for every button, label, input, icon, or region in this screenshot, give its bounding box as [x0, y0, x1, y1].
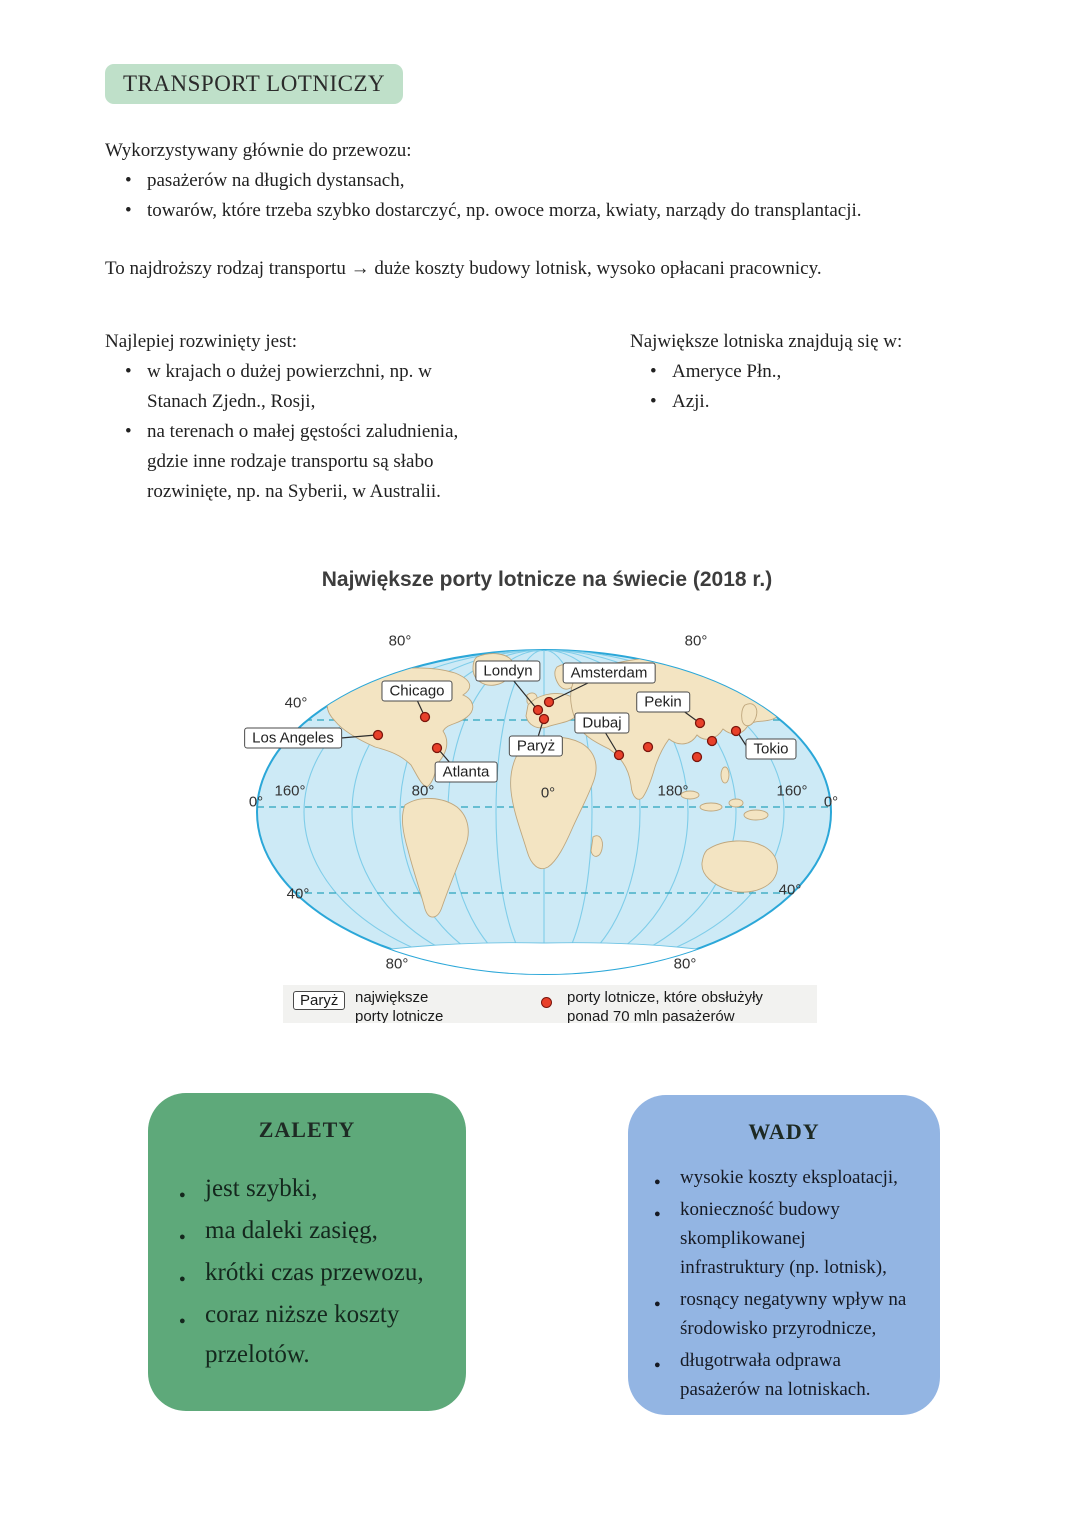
airport-dot-icon	[545, 698, 554, 707]
list-item: • w krajach o dużej powierzchni, np. w Stanach Zjedn., Rosji,	[147, 357, 495, 417]
airport-dot-icon	[696, 719, 705, 728]
list-item: ● jest szybki,	[205, 1169, 443, 1209]
world-map-svg	[245, 632, 835, 1025]
degree-label: 40°	[286, 885, 310, 903]
list-item: ● coraz niższe koszty przelotów.	[205, 1295, 443, 1375]
map-label-amsterdam: Amsterdam	[563, 663, 656, 684]
column-best-developed	[105, 327, 585, 507]
island	[744, 810, 768, 820]
airport-dot-icon	[732, 727, 741, 736]
degree-label: 160°	[274, 782, 306, 800]
airport-dot-icon	[534, 706, 543, 715]
island	[729, 799, 743, 807]
intro-bullet-list	[105, 166, 1005, 226]
list-item: • towarów, które trzeba szybko dostarczyć, np. owoce morza, kwiaty, narządy do transplantacji.	[147, 196, 1005, 226]
left-column-list	[105, 357, 585, 507]
list-item: ● rosnący negatywny wpływ na środowisko przyrodnicze,	[680, 1285, 912, 1343]
legend-right-line2: ponad 70 mln pasażerów	[567, 1008, 735, 1023]
world-map	[245, 632, 839, 1025]
airport-dot-icon	[541, 997, 552, 1008]
list-item: • pasażerów na długich dystansach,	[147, 166, 1005, 196]
degree-label: 40°	[778, 881, 802, 899]
disadvantages-box	[628, 1095, 940, 1415]
legend-right-line1: porty lotnicze, które obsłużyły	[567, 989, 763, 1006]
map-label-pekin: Pekin	[636, 692, 690, 713]
advantages-list	[148, 1169, 466, 1375]
page-title-text: TRANSPORT LOTNICZY	[123, 71, 386, 96]
list-item: • Ameryce Płn.,	[672, 357, 970, 387]
list-item: ● ma daleki zasięg,	[205, 1211, 443, 1251]
degree-label: 80°	[385, 955, 409, 973]
degree-label: 160°	[776, 782, 808, 800]
degree-label: 80°	[673, 955, 697, 973]
disadvantages-title: WADY	[748, 1119, 820, 1144]
list-item: • Azji.	[672, 387, 970, 417]
list-item: ● długotrwała odprawa pasażerów na lotniskach.	[680, 1346, 912, 1404]
airport-dot-icon	[615, 751, 624, 760]
left-column-lead: Najlepiej rozwinięty jest:	[105, 331, 298, 352]
advantages-title: ZALETY	[258, 1117, 356, 1142]
list-item: • na terenach o małej gęstości zaludnienia, gdzie inne rodzaje transportu są słabo rozwinięte, np. na Syberii, w Australii.	[147, 417, 495, 507]
legend-right-text	[567, 988, 763, 1023]
degree-label: 0°	[248, 793, 264, 811]
island	[721, 767, 729, 783]
map-label-londyn: Londyn	[475, 661, 540, 682]
legend-left-line2: porty lotnicze	[355, 1008, 444, 1023]
map-label-los-angeles: Los Angeles	[244, 728, 342, 749]
legend-city-sample: Paryż	[293, 991, 345, 1010]
airport-dot-icon	[433, 744, 442, 753]
map-label-dubaj: Dubaj	[574, 713, 629, 734]
map-title: Największe porty lotnicze na świecie (2018 r.)	[321, 568, 773, 591]
degree-label: 0°	[823, 793, 839, 811]
disadvantages-list	[628, 1163, 940, 1404]
airport-dot-icon	[708, 737, 717, 746]
page-title	[105, 64, 403, 104]
island	[700, 803, 722, 811]
map-label-paryz: Paryż	[509, 736, 563, 757]
degree-label: 0°	[540, 784, 556, 802]
right-column-list	[630, 357, 970, 417]
advantages-box	[148, 1093, 466, 1411]
list-item: ● wysokie koszty eksploatacji,	[680, 1163, 912, 1192]
degree-label: 180°	[657, 782, 689, 800]
intro-lead: Wykorzystywany głównie do przewozu:	[105, 140, 412, 161]
map-label-atlanta: Atlanta	[435, 762, 498, 783]
airport-dot-icon	[644, 743, 653, 752]
madagascar	[591, 836, 602, 857]
airport-dot-icon	[540, 715, 549, 724]
airport-dot-icon	[421, 713, 430, 722]
map-legend	[283, 985, 817, 1023]
right-column-lead: Największe lotniska znajdują się w:	[630, 331, 903, 352]
body-text	[105, 136, 1005, 507]
degree-label: 80°	[411, 782, 435, 800]
cost-note: To najdroższy rodzaj transportu → duże koszty budowy lotnisk, wysoko opłacani pracownicy.	[105, 258, 822, 279]
list-item: ● konieczność budowy skomplikowanej infrastruktury (np. lotnisk),	[680, 1195, 912, 1282]
legend-left-text	[355, 988, 443, 1023]
airport-dot-icon	[693, 753, 702, 762]
map-label-chicago: Chicago	[381, 681, 452, 702]
degree-label: 80°	[684, 632, 708, 650]
two-column-section	[105, 327, 1005, 507]
column-largest-airports	[630, 327, 970, 507]
degree-label: 80°	[388, 632, 412, 650]
degree-label: 40°	[284, 694, 308, 712]
airport-dot-icon	[374, 731, 383, 740]
list-item: ● krótki czas przewozu,	[205, 1253, 443, 1293]
map-label-tokio: Tokio	[745, 739, 796, 760]
legend-left-line1: największe	[355, 989, 429, 1006]
